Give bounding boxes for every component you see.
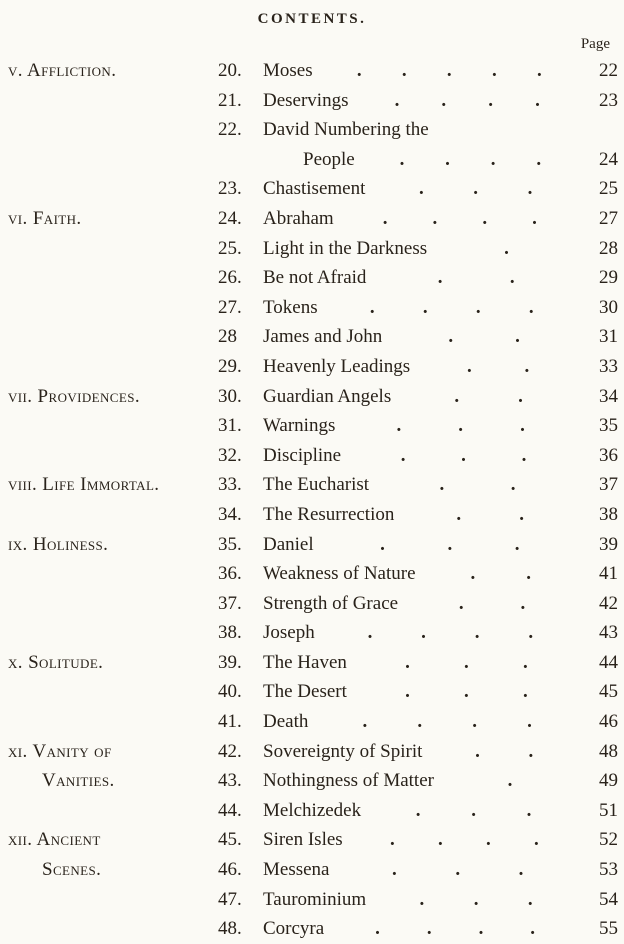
- leader-dot: .: [524, 355, 530, 377]
- entry-page: 46: [599, 711, 618, 733]
- entry-page: 42: [599, 592, 618, 614]
- entry-title: Discipline: [263, 444, 342, 466]
- entry-page: 27: [599, 207, 618, 229]
- dot-leader: [314, 530, 588, 560]
- dot-leader: [318, 293, 588, 323]
- entry-number: 43.: [218, 770, 242, 792]
- leader-dot: .: [422, 296, 428, 318]
- entry-number: 22.: [218, 119, 242, 141]
- leader-dot: .: [445, 148, 450, 170]
- dot-leader: [347, 677, 588, 707]
- entry-title: Strength of Grace: [263, 592, 399, 614]
- leader-dot: .: [417, 711, 423, 733]
- entry-number: 30.: [218, 385, 242, 407]
- leader-dot: .: [464, 681, 469, 703]
- leader-dot: .: [380, 533, 385, 555]
- entry-number: 24.: [218, 207, 242, 229]
- entry-title: The Desert: [263, 681, 347, 703]
- leader-dot: .: [521, 444, 527, 466]
- toc-row: [6, 914, 618, 944]
- entry-title: The Resurrection: [263, 503, 395, 525]
- entry-number: 23.: [218, 178, 242, 200]
- dot-leader: [366, 263, 588, 293]
- entry-number: 48.: [218, 918, 242, 940]
- page-column-header: Page: [580, 36, 610, 52]
- entry-page: 31: [599, 326, 618, 348]
- toc-row: [6, 707, 618, 737]
- entry-page: 41: [599, 563, 618, 585]
- leader-dot: .: [454, 385, 460, 407]
- leader-dot: .: [432, 207, 438, 229]
- dot-leader: [382, 322, 588, 352]
- entry-page: 44: [599, 651, 618, 673]
- leader-dot: .: [528, 622, 534, 644]
- entry-number: 39.: [218, 651, 242, 673]
- leader-dot: .: [471, 799, 476, 821]
- leader-dot: .: [437, 829, 443, 851]
- entry-page: 43: [599, 622, 618, 644]
- entry-page: 48: [599, 740, 618, 762]
- leader-dot: .: [455, 859, 461, 881]
- leader-dot: .: [448, 326, 454, 348]
- dot-leader: [341, 441, 588, 471]
- leader-dot: .: [488, 89, 494, 111]
- section-label: xii. Ancient: [8, 829, 101, 851]
- toc-row: [6, 86, 618, 116]
- leader-dot: .: [439, 474, 445, 496]
- leader-dot: .: [458, 415, 464, 437]
- entry-number: 20.: [218, 60, 242, 81]
- dot-leader: [308, 707, 588, 737]
- entry-title: Tokens: [263, 296, 318, 318]
- leader-dot: .: [504, 237, 509, 259]
- leader-dot: .: [392, 859, 397, 881]
- entry-number: 34.: [218, 503, 242, 525]
- leader-dot: .: [520, 415, 525, 437]
- toc-rows: [6, 56, 618, 944]
- section-label: Vanities.: [42, 770, 115, 792]
- toc-row: [6, 263, 618, 293]
- entry-number: 41.: [218, 711, 242, 733]
- dot-leader: [391, 382, 588, 412]
- leader-dot: .: [362, 711, 368, 733]
- entry-page: 53: [599, 859, 618, 881]
- leader-dot: .: [491, 60, 497, 81]
- dot-leader: [335, 411, 588, 441]
- toc-row: [6, 145, 618, 175]
- leader-dot: .: [474, 622, 480, 644]
- leader-dot: .: [509, 267, 515, 289]
- entry-page: 52: [599, 829, 618, 851]
- dot-leader: [366, 885, 588, 915]
- section-label: viii. Life Immortal.: [8, 474, 160, 496]
- entry-number: 44.: [218, 799, 242, 821]
- leader-dot: .: [461, 444, 466, 466]
- entry-title: Taurominium: [263, 888, 367, 910]
- section-label: v. Affliction.: [8, 60, 117, 81]
- leader-dot: .: [441, 89, 447, 111]
- leader-dot: .: [475, 740, 480, 762]
- dot-leader: [324, 914, 588, 944]
- section-label: ix. Holiness.: [8, 533, 109, 555]
- entry-number: 47.: [218, 888, 242, 910]
- toc-row: [6, 500, 618, 530]
- toc-row: [6, 737, 618, 767]
- entry-page: 23: [599, 89, 618, 111]
- leader-dot: .: [518, 385, 523, 407]
- entry-title: Siren Isles: [263, 829, 343, 851]
- leader-dot: .: [470, 563, 476, 585]
- entry-title: Sovereignty of Spirit: [263, 740, 423, 762]
- leader-dot: .: [464, 651, 469, 673]
- toc-row: [6, 204, 618, 234]
- leader-dot: .: [507, 770, 513, 792]
- toc-row: [6, 885, 618, 915]
- toc-row: [6, 234, 618, 264]
- leader-dot: .: [520, 592, 526, 614]
- toc-row: [6, 56, 618, 86]
- leader-dot: .: [530, 918, 536, 940]
- dot-leader: [361, 796, 588, 826]
- toc-row: [6, 825, 618, 855]
- leader-dot: .: [401, 60, 407, 81]
- entry-number: 32.: [218, 444, 242, 466]
- entry-title: Weakness of Nature: [263, 563, 416, 585]
- entry-page: 45: [599, 681, 618, 703]
- entry-page: 38: [599, 503, 618, 525]
- entry-title: Joseph: [263, 622, 315, 644]
- entry-number: 21.: [218, 89, 242, 111]
- leader-dot: .: [527, 888, 533, 910]
- leader-dot: .: [437, 267, 443, 289]
- entry-title: The Eucharist: [263, 474, 370, 496]
- leader-dot: .: [405, 681, 410, 703]
- leader-dot: .: [419, 888, 425, 910]
- leader-dot: .: [527, 178, 533, 200]
- leader-dot: .: [490, 148, 496, 170]
- leader-dot: .: [396, 415, 402, 437]
- dot-leader: [394, 500, 588, 530]
- dot-leader: [348, 86, 588, 116]
- entry-page: 22: [599, 60, 618, 81]
- toc-row: [6, 352, 618, 382]
- entry-title: The Haven: [263, 651, 347, 673]
- entry-number: 40.: [218, 681, 242, 703]
- entry-title: People: [303, 148, 355, 170]
- leader-dot: .: [485, 829, 491, 851]
- entry-number: 31.: [218, 415, 242, 437]
- dot-leader: [410, 352, 588, 382]
- leader-dot: .: [526, 799, 532, 821]
- dot-leader: [369, 470, 588, 500]
- leader-dot: .: [375, 918, 380, 940]
- entry-title: James and John: [263, 326, 383, 348]
- dot-leader: [347, 648, 588, 678]
- page-title: CONTENTS.: [257, 11, 367, 27]
- entry-page: 24: [599, 148, 618, 170]
- entry-title: Guardian Angels: [263, 385, 392, 407]
- entry-page: 34: [599, 385, 618, 407]
- leader-dot: .: [523, 651, 528, 673]
- entry-number: 37.: [218, 592, 242, 614]
- entry-title: Corcyra: [263, 918, 325, 940]
- section-label: vi. Faith.: [8, 207, 82, 229]
- toc-row: [6, 382, 618, 412]
- entry-number: 46.: [218, 859, 242, 881]
- leader-dot: .: [527, 711, 532, 733]
- toc-row: [6, 559, 618, 589]
- entry-number: 42.: [218, 740, 242, 762]
- dot-leader: [365, 174, 588, 204]
- entry-page: 55: [599, 918, 618, 940]
- entry-title: Be not Afraid: [263, 267, 367, 289]
- entry-title: Moses: [263, 60, 313, 81]
- entry-page: 49: [599, 770, 618, 792]
- leader-dot: .: [389, 829, 395, 851]
- leader-dot: .: [405, 651, 410, 673]
- entry-number: 26.: [218, 267, 242, 289]
- leader-dot: .: [510, 474, 516, 496]
- toc-row: [6, 530, 618, 560]
- leader-dot: .: [519, 503, 524, 525]
- dot-leader: [334, 204, 588, 234]
- entry-page: 36: [599, 444, 618, 466]
- entry-page: 51: [599, 799, 618, 821]
- entry-page: 25: [599, 178, 618, 200]
- leader-dot: .: [421, 622, 426, 644]
- leader-dot: .: [535, 89, 540, 111]
- dot-leader: [315, 618, 588, 648]
- entry-number: 25.: [218, 237, 242, 259]
- entry-number: 29.: [218, 355, 242, 377]
- dot-leader: [343, 825, 588, 855]
- leader-dot: .: [394, 89, 400, 111]
- entry-number: 35.: [218, 533, 242, 555]
- toc-row: [6, 293, 618, 323]
- entry-title: Deservings: [263, 89, 349, 111]
- toc-row: [6, 677, 618, 707]
- entry-page: 39: [599, 533, 618, 555]
- section-label: Scenes.: [42, 859, 102, 881]
- toc-row: [6, 115, 618, 145]
- entry-title: Abraham: [263, 207, 334, 229]
- leader-dot: .: [473, 888, 479, 910]
- leader-dot: .: [475, 296, 481, 318]
- toc-row: [6, 766, 618, 796]
- leader-dot: .: [518, 859, 524, 881]
- dot-leader: [416, 559, 588, 589]
- dot-leader: [422, 737, 588, 767]
- dot-leader: [329, 855, 588, 885]
- entry-page: 54: [599, 888, 618, 910]
- leader-dot: .: [418, 178, 424, 200]
- leader-dot: .: [446, 60, 452, 81]
- entry-title: Messena: [263, 859, 330, 881]
- leader-dot: .: [526, 563, 531, 585]
- leader-dot: .: [473, 178, 479, 200]
- entry-title: Warnings: [263, 415, 336, 437]
- entry-title: Heavenly Leadings: [263, 355, 411, 377]
- entry-number: 28: [218, 326, 237, 348]
- entry-title: Melchizedek: [263, 799, 362, 821]
- leader-dot: .: [533, 829, 539, 851]
- toc-row: [6, 411, 618, 441]
- entry-title: Nothingness of Matter: [263, 770, 434, 792]
- entry-number: 45.: [218, 829, 242, 851]
- entry-page: 35: [599, 415, 618, 437]
- entry-title: Daniel: [263, 533, 314, 555]
- toc-row: [6, 648, 618, 678]
- entry-title: David Numbering the: [263, 119, 429, 141]
- leader-dot: .: [482, 207, 488, 229]
- toc-row: [6, 618, 618, 648]
- leader-dot: .: [447, 533, 453, 555]
- section-label: x. Solitude.: [8, 651, 104, 673]
- toc-row: [6, 855, 618, 885]
- leader-dot: .: [523, 681, 528, 703]
- toc-row: [6, 796, 618, 826]
- entry-page: 30: [599, 296, 618, 318]
- leader-dot: .: [528, 296, 534, 318]
- leader-dot: .: [514, 533, 520, 555]
- leader-dot: .: [399, 148, 405, 170]
- leader-dot: .: [382, 207, 388, 229]
- leader-dot: .: [472, 711, 477, 733]
- toc-row: [6, 322, 618, 352]
- entry-page: 29: [599, 267, 618, 289]
- leader-dot: .: [532, 207, 537, 229]
- entry-page: 28: [599, 237, 618, 259]
- leader-dot: .: [515, 326, 520, 348]
- leader-dot: .: [415, 799, 421, 821]
- entry-number: 38.: [218, 622, 242, 644]
- entry-title: Light in the Darkness: [263, 237, 428, 259]
- section-label: vii. Providences.: [8, 385, 140, 407]
- entry-title: Chastisement: [263, 178, 366, 200]
- entry-number: 36.: [218, 563, 242, 585]
- leader-dot: .: [356, 60, 362, 81]
- leader-dot: .: [478, 918, 484, 940]
- toc-row: [6, 589, 618, 619]
- leader-dot: .: [528, 740, 534, 762]
- toc-row: [6, 441, 618, 471]
- section-label: xi. Vanity of: [8, 740, 112, 762]
- dot-leader: [434, 766, 588, 796]
- entry-page: 37: [599, 474, 618, 496]
- leader-dot: .: [458, 592, 464, 614]
- dot-leader: [398, 589, 588, 619]
- leader-dot: .: [400, 444, 406, 466]
- dot-leader: [313, 56, 588, 86]
- toc-row: [6, 470, 618, 500]
- leader-dot: .: [456, 503, 462, 525]
- leader-dot: .: [536, 60, 542, 81]
- toc-row: [6, 174, 618, 204]
- entry-page: 33: [599, 355, 618, 377]
- leader-dot: .: [536, 148, 542, 170]
- leader-dot: .: [369, 296, 375, 318]
- dot-leader: [355, 145, 588, 175]
- leader-dot: .: [367, 622, 373, 644]
- entry-number: 33.: [218, 474, 242, 496]
- leader-dot: .: [466, 355, 472, 377]
- leader-dot: .: [426, 918, 432, 940]
- dot-leader: [427, 234, 588, 264]
- entry-title: Death: [263, 711, 309, 733]
- entry-number: 27.: [218, 296, 242, 318]
